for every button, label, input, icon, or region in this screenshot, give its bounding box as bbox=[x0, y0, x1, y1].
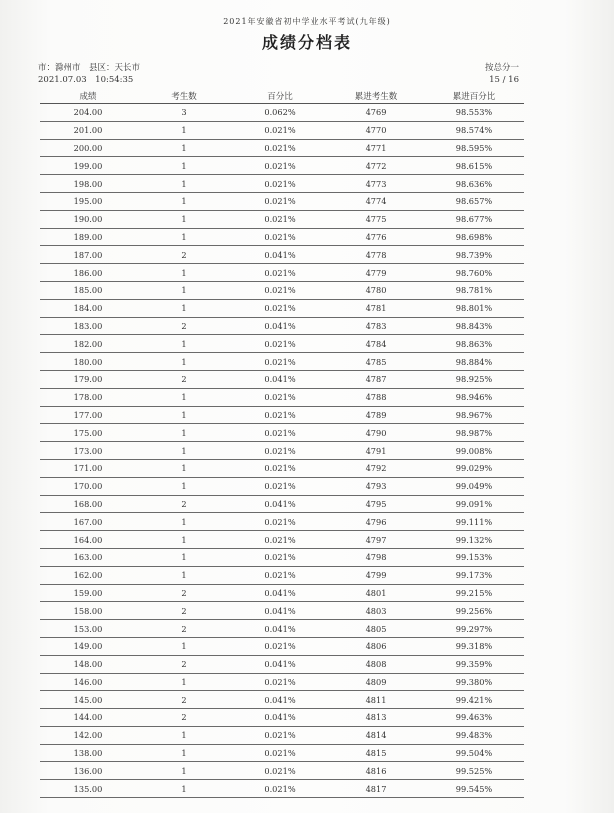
table-cell: 0.021% bbox=[232, 744, 328, 762]
table-cell: 98.574% bbox=[424, 121, 524, 139]
table-cell: 98.553% bbox=[424, 104, 524, 122]
table-row bbox=[40, 584, 524, 602]
table-cell: 0.041% bbox=[232, 620, 328, 638]
table-row bbox=[40, 281, 524, 299]
table-row bbox=[40, 388, 524, 406]
table-cell: 0.021% bbox=[232, 121, 328, 139]
table-cell: 162.00 bbox=[40, 566, 136, 584]
table-cell: 99.380% bbox=[424, 673, 524, 691]
table-cell: 148.00 bbox=[40, 655, 136, 673]
table-cell: 0.021% bbox=[232, 228, 328, 246]
table-row bbox=[40, 175, 524, 193]
sort-label: 按总分一 bbox=[484, 63, 519, 73]
table-cell: 186.00 bbox=[40, 264, 136, 282]
table-cell: 1 bbox=[136, 531, 232, 549]
column-header: 成绩 bbox=[40, 88, 136, 104]
table-cell: 190.00 bbox=[40, 210, 136, 228]
table-cell: 142.00 bbox=[40, 726, 136, 744]
table-row bbox=[40, 157, 524, 175]
table-cell: 4815 bbox=[328, 744, 424, 762]
table-cell: 0.062% bbox=[232, 104, 328, 122]
datetime-text: 2021.07.03 10:54:35 bbox=[38, 75, 134, 85]
table-cell: 1 bbox=[136, 264, 232, 282]
table-cell: 1 bbox=[136, 210, 232, 228]
table-cell: 0.041% bbox=[232, 655, 328, 673]
table-cell: 170.00 bbox=[40, 477, 136, 495]
table-cell: 99.545% bbox=[424, 780, 524, 798]
table-row bbox=[40, 228, 524, 246]
table-cell: 199.00 bbox=[40, 157, 136, 175]
table-cell: 1 bbox=[136, 406, 232, 424]
table-row bbox=[40, 406, 524, 424]
table-cell: 0.021% bbox=[232, 192, 328, 210]
table-row bbox=[40, 264, 524, 282]
table-cell: 4798 bbox=[328, 548, 424, 566]
table-cell: 0.021% bbox=[232, 353, 328, 371]
table-cell: 1 bbox=[136, 637, 232, 655]
table-cell: 0.021% bbox=[232, 264, 328, 282]
table-cell: 98.967% bbox=[424, 406, 524, 424]
table-cell: 1 bbox=[136, 139, 232, 157]
column-header: 百分比 bbox=[232, 88, 328, 104]
table-row bbox=[40, 673, 524, 691]
table-cell: 163.00 bbox=[40, 548, 136, 566]
table-row bbox=[40, 548, 524, 566]
table-cell: 99.359% bbox=[424, 655, 524, 673]
table-cell: 4796 bbox=[328, 513, 424, 531]
table-cell: 179.00 bbox=[40, 370, 136, 388]
table-cell: 4787 bbox=[328, 370, 424, 388]
location-text: 市：滁州市 县区：天长市 bbox=[38, 63, 141, 73]
table-cell: 4783 bbox=[328, 317, 424, 335]
table-cell: 4801 bbox=[328, 584, 424, 602]
table-cell: 4790 bbox=[328, 424, 424, 442]
table-cell: 138.00 bbox=[40, 744, 136, 762]
table-cell: 1 bbox=[136, 744, 232, 762]
table-row bbox=[40, 709, 524, 727]
document-title: 成绩分档表 bbox=[261, 33, 352, 52]
table-cell: 3 bbox=[136, 104, 232, 122]
table-cell: 1 bbox=[136, 566, 232, 584]
table-row bbox=[40, 780, 524, 798]
table-row bbox=[40, 566, 524, 584]
table-cell: 0.021% bbox=[232, 406, 328, 424]
table-cell: 99.008% bbox=[424, 442, 524, 460]
table-cell: 98.801% bbox=[424, 299, 524, 317]
table-row bbox=[40, 104, 524, 122]
table-cell: 4809 bbox=[328, 673, 424, 691]
table-cell: 180.00 bbox=[40, 353, 136, 371]
table-cell: 4793 bbox=[328, 477, 424, 495]
table-cell: 201.00 bbox=[40, 121, 136, 139]
table-cell: 0.021% bbox=[232, 299, 328, 317]
table-cell: 1 bbox=[136, 353, 232, 371]
table-row bbox=[40, 139, 524, 157]
table-cell: 98.698% bbox=[424, 228, 524, 246]
table-row bbox=[40, 424, 524, 442]
table-cell: 198.00 bbox=[40, 175, 136, 193]
table-cell: 0.021% bbox=[232, 531, 328, 549]
table-cell: 99.091% bbox=[424, 495, 524, 513]
table-cell: 1 bbox=[136, 388, 232, 406]
table-cell: 4814 bbox=[328, 726, 424, 744]
table-cell: 99.525% bbox=[424, 762, 524, 780]
table-row bbox=[40, 335, 524, 353]
table-cell: 0.021% bbox=[232, 388, 328, 406]
table-cell: 4816 bbox=[328, 762, 424, 780]
column-header: 累进考生数 bbox=[328, 88, 424, 104]
table-cell: 1 bbox=[136, 281, 232, 299]
table-cell: 4784 bbox=[328, 335, 424, 353]
table-cell: 1 bbox=[136, 299, 232, 317]
table-cell: 1 bbox=[136, 513, 232, 531]
table-cell: 1 bbox=[136, 762, 232, 780]
table-cell: 4805 bbox=[328, 620, 424, 638]
table-cell: 99.318% bbox=[424, 637, 524, 655]
exam-title: 2021年安徽省初中学业水平考试(九年级) bbox=[223, 17, 391, 26]
page-number: 15 / 16 bbox=[489, 75, 519, 85]
table-cell: 204.00 bbox=[40, 104, 136, 122]
table-row bbox=[40, 370, 524, 388]
table-header-row bbox=[40, 88, 524, 104]
table-cell: 4799 bbox=[328, 566, 424, 584]
table-cell: 99.297% bbox=[424, 620, 524, 638]
table-cell: 1 bbox=[136, 228, 232, 246]
table-cell: 2 bbox=[136, 602, 232, 620]
table-cell: 4806 bbox=[328, 637, 424, 655]
table-cell: 0.021% bbox=[232, 780, 328, 798]
table-cell: 195.00 bbox=[40, 192, 136, 210]
table-cell: 4774 bbox=[328, 192, 424, 210]
table-cell: 99.049% bbox=[424, 477, 524, 495]
table-cell: 4788 bbox=[328, 388, 424, 406]
table-cell: 2 bbox=[136, 709, 232, 727]
table-cell: 171.00 bbox=[40, 459, 136, 477]
table-cell: 0.041% bbox=[232, 691, 328, 709]
table-row bbox=[40, 637, 524, 655]
table-row bbox=[40, 602, 524, 620]
table-cell: 0.041% bbox=[232, 602, 328, 620]
table-cell: 0.041% bbox=[232, 584, 328, 602]
table-cell: 2 bbox=[136, 691, 232, 709]
table-body bbox=[40, 104, 524, 798]
table-cell: 4780 bbox=[328, 281, 424, 299]
table-row bbox=[40, 442, 524, 460]
table-cell: 1 bbox=[136, 335, 232, 353]
table-cell: 99.504% bbox=[424, 744, 524, 762]
table-cell: 98.863% bbox=[424, 335, 524, 353]
table-cell: 1 bbox=[136, 459, 232, 477]
table-cell: 158.00 bbox=[40, 602, 136, 620]
table-cell: 99.215% bbox=[424, 584, 524, 602]
table-cell: 99.111% bbox=[424, 513, 524, 531]
table-cell: 4770 bbox=[328, 121, 424, 139]
table-cell: 175.00 bbox=[40, 424, 136, 442]
table-cell: 4775 bbox=[328, 210, 424, 228]
table-cell: 4817 bbox=[328, 780, 424, 798]
table-cell: 4769 bbox=[328, 104, 424, 122]
table-row bbox=[40, 299, 524, 317]
table-row bbox=[40, 477, 524, 495]
table-cell: 1 bbox=[136, 175, 232, 193]
table-row bbox=[40, 620, 524, 638]
table-cell: 0.021% bbox=[232, 281, 328, 299]
table-cell: 183.00 bbox=[40, 317, 136, 335]
table-cell: 0.021% bbox=[232, 335, 328, 353]
table-cell: 1 bbox=[136, 548, 232, 566]
table-cell: 4792 bbox=[328, 459, 424, 477]
table-cell: 2 bbox=[136, 620, 232, 638]
table-row bbox=[40, 655, 524, 673]
table-cell: 0.021% bbox=[232, 210, 328, 228]
table-cell: 4773 bbox=[328, 175, 424, 193]
table-cell: 98.781% bbox=[424, 281, 524, 299]
table-cell: 168.00 bbox=[40, 495, 136, 513]
table-cell: 135.00 bbox=[40, 780, 136, 798]
table-cell: 2 bbox=[136, 317, 232, 335]
table-cell: 99.173% bbox=[424, 566, 524, 584]
table-cell: 1 bbox=[136, 477, 232, 495]
table-cell: 146.00 bbox=[40, 673, 136, 691]
table-row bbox=[40, 317, 524, 335]
table-cell: 98.657% bbox=[424, 192, 524, 210]
table-cell: 0.021% bbox=[232, 637, 328, 655]
table-row bbox=[40, 192, 524, 210]
table-row bbox=[40, 353, 524, 371]
table-row bbox=[40, 246, 524, 264]
score-distribution-table bbox=[40, 88, 524, 798]
meta-left bbox=[38, 62, 140, 86]
table-cell: 4811 bbox=[328, 691, 424, 709]
table-cell: 4797 bbox=[328, 531, 424, 549]
table-cell: 0.021% bbox=[232, 424, 328, 442]
table-cell: 136.00 bbox=[40, 762, 136, 780]
table-cell: 2 bbox=[136, 584, 232, 602]
table-cell: 0.041% bbox=[232, 495, 328, 513]
table-cell: 2 bbox=[136, 495, 232, 513]
table-cell: 98.884% bbox=[424, 353, 524, 371]
table-cell: 4813 bbox=[328, 709, 424, 727]
table-row bbox=[40, 495, 524, 513]
table-cell: 0.021% bbox=[232, 175, 328, 193]
table-cell: 173.00 bbox=[40, 442, 136, 460]
table-cell: 98.595% bbox=[424, 139, 524, 157]
table-cell: 145.00 bbox=[40, 691, 136, 709]
table-row bbox=[40, 459, 524, 477]
table-cell: 4803 bbox=[328, 602, 424, 620]
table-cell: 0.021% bbox=[232, 566, 328, 584]
table-cell: 177.00 bbox=[40, 406, 136, 424]
table-cell: 0.041% bbox=[232, 709, 328, 727]
table-cell: 98.843% bbox=[424, 317, 524, 335]
table-cell: 1 bbox=[136, 673, 232, 691]
table-cell: 0.041% bbox=[232, 370, 328, 388]
table-cell: 0.021% bbox=[232, 157, 328, 175]
table-cell: 164.00 bbox=[40, 531, 136, 549]
table-row bbox=[40, 691, 524, 709]
table-cell: 4778 bbox=[328, 246, 424, 264]
table-cell: 187.00 bbox=[40, 246, 136, 264]
column-header: 累进百分比 bbox=[424, 88, 524, 104]
table-cell: 0.041% bbox=[232, 246, 328, 264]
table-cell: 159.00 bbox=[40, 584, 136, 602]
table-cell: 99.421% bbox=[424, 691, 524, 709]
table-cell: 1 bbox=[136, 726, 232, 744]
table-cell: 99.132% bbox=[424, 531, 524, 549]
table-cell: 4808 bbox=[328, 655, 424, 673]
table-cell: 2 bbox=[136, 655, 232, 673]
table-cell: 98.925% bbox=[424, 370, 524, 388]
table-cell: 200.00 bbox=[40, 139, 136, 157]
table-cell: 182.00 bbox=[40, 335, 136, 353]
table-row bbox=[40, 121, 524, 139]
table-row bbox=[40, 726, 524, 744]
table-cell: 189.00 bbox=[40, 228, 136, 246]
table-cell: 98.636% bbox=[424, 175, 524, 193]
table-cell: 4771 bbox=[328, 139, 424, 157]
table-cell: 99.256% bbox=[424, 602, 524, 620]
table-cell: 99.483% bbox=[424, 726, 524, 744]
table-cell: 4789 bbox=[328, 406, 424, 424]
table-cell: 4791 bbox=[328, 442, 424, 460]
table-cell: 149.00 bbox=[40, 637, 136, 655]
table-cell: 0.021% bbox=[232, 548, 328, 566]
table-row bbox=[40, 210, 524, 228]
table-row bbox=[40, 513, 524, 531]
table-cell: 0.021% bbox=[232, 442, 328, 460]
table-cell: 1 bbox=[136, 121, 232, 139]
table-cell: 185.00 bbox=[40, 281, 136, 299]
table-cell: 153.00 bbox=[40, 620, 136, 638]
table-cell: 0.021% bbox=[232, 726, 328, 744]
column-header: 考生数 bbox=[136, 88, 232, 104]
table-cell: 144.00 bbox=[40, 709, 136, 727]
table-cell: 0.041% bbox=[232, 317, 328, 335]
table-cell: 1 bbox=[136, 192, 232, 210]
table-cell: 99.463% bbox=[424, 709, 524, 727]
table-cell: 4772 bbox=[328, 157, 424, 175]
table-cell: 99.153% bbox=[424, 548, 524, 566]
table-cell: 0.021% bbox=[232, 459, 328, 477]
table-cell: 0.021% bbox=[232, 513, 328, 531]
table-cell: 167.00 bbox=[40, 513, 136, 531]
table-cell: 184.00 bbox=[40, 299, 136, 317]
table-row bbox=[40, 744, 524, 762]
table-cell: 1 bbox=[136, 780, 232, 798]
table-cell: 4785 bbox=[328, 353, 424, 371]
table-cell: 98.739% bbox=[424, 246, 524, 264]
table-cell: 0.021% bbox=[232, 762, 328, 780]
table-cell: 99.029% bbox=[424, 459, 524, 477]
table-cell: 1 bbox=[136, 424, 232, 442]
table-cell: 0.021% bbox=[232, 477, 328, 495]
table-cell: 98.760% bbox=[424, 264, 524, 282]
table-cell: 98.615% bbox=[424, 157, 524, 175]
table-row bbox=[40, 762, 524, 780]
table-cell: 98.946% bbox=[424, 388, 524, 406]
table-cell: 98.677% bbox=[424, 210, 524, 228]
table-cell: 1 bbox=[136, 442, 232, 460]
table-row bbox=[40, 531, 524, 549]
table-cell: 178.00 bbox=[40, 388, 136, 406]
table-cell: 4795 bbox=[328, 495, 424, 513]
meta-right bbox=[485, 62, 519, 86]
table-cell: 98.987% bbox=[424, 424, 524, 442]
table-cell: 0.021% bbox=[232, 139, 328, 157]
table-cell: 2 bbox=[136, 246, 232, 264]
table-cell: 4779 bbox=[328, 264, 424, 282]
table-cell: 0.021% bbox=[232, 673, 328, 691]
table-cell: 2 bbox=[136, 370, 232, 388]
table-cell: 1 bbox=[136, 157, 232, 175]
table-cell: 4781 bbox=[328, 299, 424, 317]
table-cell: 4776 bbox=[328, 228, 424, 246]
